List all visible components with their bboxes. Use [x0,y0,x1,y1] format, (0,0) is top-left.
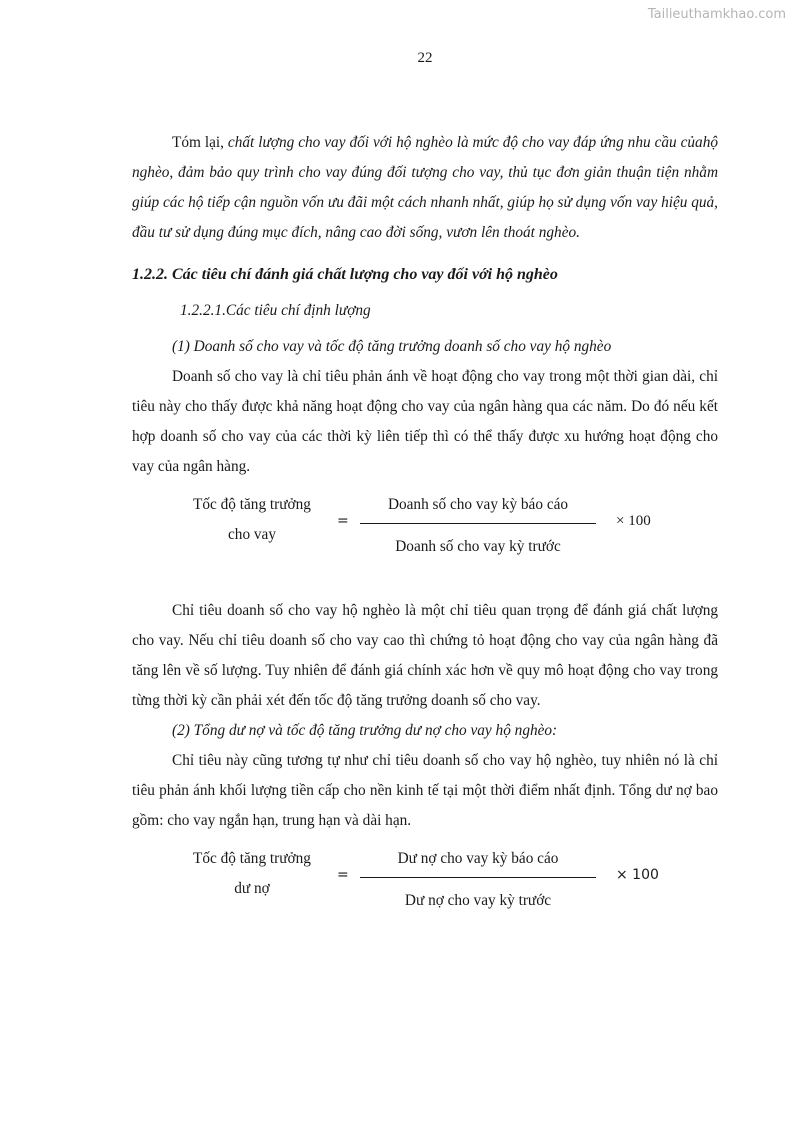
formula-numerator: Dư nợ cho vay kỳ báo cáo [397,850,559,867]
indicator1-paragraph: Doanh số cho vay là chỉ tiêu phản ánh về hoạt động cho vay trong một thời gian dài, chỉ tiêu này cho thấy được khả năng hoạt động cho vay của ngân hàng qua các năm. Do đó nếu kết hợp doanh số cho vay của các thời kỳ liên tiếp thì có thể thấy được xu hướng hoạt động cho vay của ngân hàng. [132,368,718,475]
indicator2-paragraph: Chỉ tiêu này cũng tương tự như chỉ tiêu doanh số cho vay hộ nghèo, tuy nhiên nó là chỉ tiêu phản ánh khối lượng tiền cấp cho nền kinh tế tại một thời điểm nhất định. Tổng dư nợ bao gồm: cho vay ngắn hạn, trung hạn và dài hạn. [132,752,718,829]
formula-fraction-bar [360,523,596,524]
summary-paragraph [132,128,718,248]
formula-loan-growth [132,490,718,586]
formula-left-label [172,844,332,904]
subsection-heading: 1.2.2.1.Các tiêu chí định lượng [180,302,371,319]
section-heading: 1.2.2. Các tiêu chí đánh giá chất lượng cho vay đối với hộ nghèo [132,266,558,283]
formula-equals: = [337,513,349,529]
formula-left-line2: cho vay [228,526,276,543]
summary-lead: Tóm lại, [172,134,228,151]
document-body [132,128,718,950]
formula-equals: = [337,867,349,883]
formula-multiplier: × 100 [616,867,659,883]
formula-left-line1: Tốc độ tăng trưởng [193,496,311,513]
indicator1-paragraph2: Chỉ tiêu doanh số cho vay hộ nghèo là một chỉ tiêu quan trọng để đánh giá chất lượng cho vay. Nếu chỉ tiêu doanh số cho vay cao thì chứng tỏ hoạt động cho vay của ngân hàng đã tăng lên về số lượng. Tuy nhiên để đánh giá chính xác hơn về quy mô hoạt động cho vay trong từng thời kỳ cần phải xét đến tốc độ tăng trưởng doanh số cho vay. [132,602,718,709]
formula-denominator: Dư nợ cho vay kỳ trước [404,892,552,909]
formula-left-line2: dư nợ [234,880,270,897]
formula-numerator: Doanh số cho vay kỳ báo cáo [387,496,569,513]
formula-left-line1: Tốc độ tăng trưởng [193,850,311,867]
indicator1-title: (1) Doanh số cho vay và tốc độ tăng trưởng doanh số cho vay hộ nghèo [172,338,612,355]
formula-fraction-bar [360,877,596,878]
formula-denominator: Doanh số cho vay kỳ trước [395,538,561,555]
formula-left-label [172,490,332,550]
formula-multiplier: × 100 [616,513,651,529]
page-number: 22 [417,50,433,66]
watermark: Tailieuthamkhao.com [647,7,786,22]
indicator2-title: (2) Tổng dư nợ và tốc độ tăng trưởng dư nợ cho vay hộ nghèo: [172,722,558,739]
formula-debt-growth [132,844,718,940]
summary-body: chất lượng cho vay đối với hộ nghèo là mức độ cho vay đáp ứng nhu cầu củahộ nghèo, đảm bảo quy trình cho vay đúng đối tượng cho vay, thủ tục đơn giản thuận tiện nhằm giúp các hộ tiếp cận nguồn vốn ưu đãi một cách nhanh nhất, giúp họ sử dụng vốn vay hiệu quả, đầu tư sử dụng đúng mục đích, nâng cao đời sống, vươn lên thoát nghèo. [132,134,718,241]
